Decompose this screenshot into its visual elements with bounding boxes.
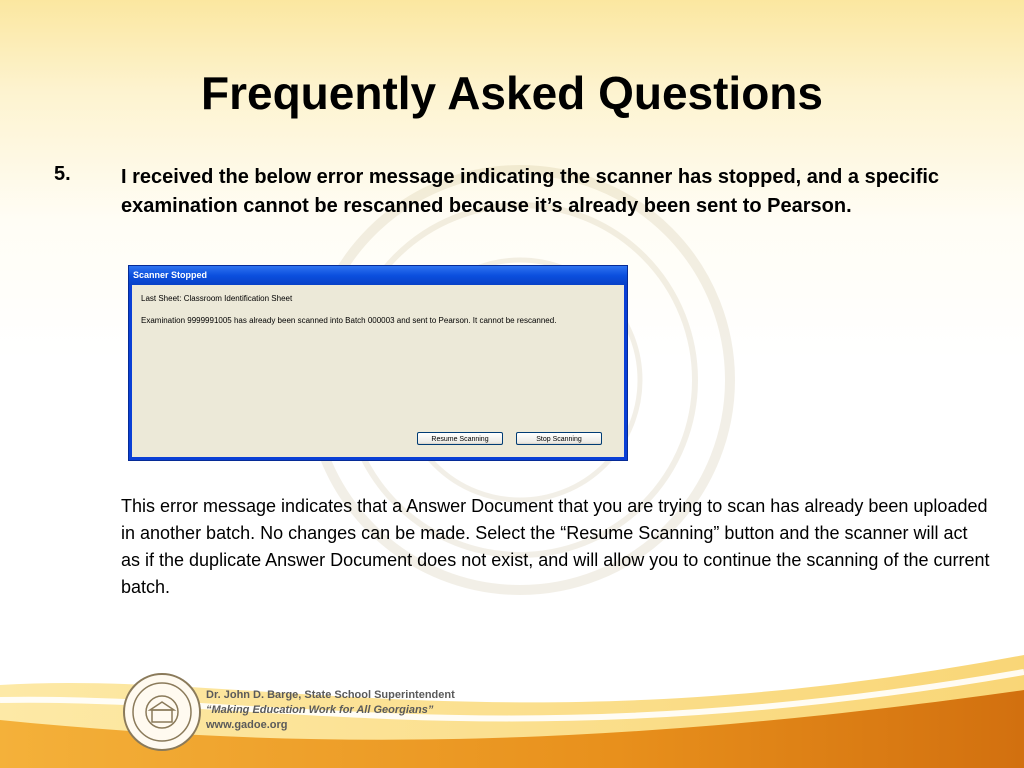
resume-scanning-button[interactable]: Resume Scanning (417, 432, 503, 445)
answer-text: This error message indicates that a Answer Document that you are trying to scan has already been uploaded in another batch. No changes can be made. Select the “Resume Scanning” button and the scanner will act as if the duplicate Answer Document does not exist, and will allow you to continue the scanning of the current batch. (121, 496, 990, 597)
page-title: Frequently Asked Questions (201, 67, 823, 119)
dialog-body (132, 285, 624, 457)
last-sheet-text: Last Sheet: Classroom Identification Sheet (141, 294, 293, 303)
slogan-text: “Making Education Work for All Georgians” (206, 704, 434, 716)
dialog-title[interactable]: Scanner Stopped (129, 266, 627, 285)
website-link[interactable]: www.gadoe.org (206, 719, 288, 731)
superintendent-text: Dr. John D. Barge, State School Superintendent (206, 689, 455, 701)
stop-scanning-button[interactable]: Stop Scanning (516, 432, 602, 445)
scanner-stopped-dialog (128, 265, 628, 461)
question-text: I received the below error message indicating the scanner has stopped, and a specific examination cannot be rescanned because it’s already been sent to Pearson. (121, 166, 940, 217)
footer-text (206, 688, 455, 733)
question-number: 5. (54, 163, 71, 185)
department-of-education-logo-icon (122, 672, 202, 752)
error-message-text: Examination 9999991005 has already been scanned into Batch 000003 and sent to Pearson. It cannot be rescanned. (141, 316, 557, 325)
